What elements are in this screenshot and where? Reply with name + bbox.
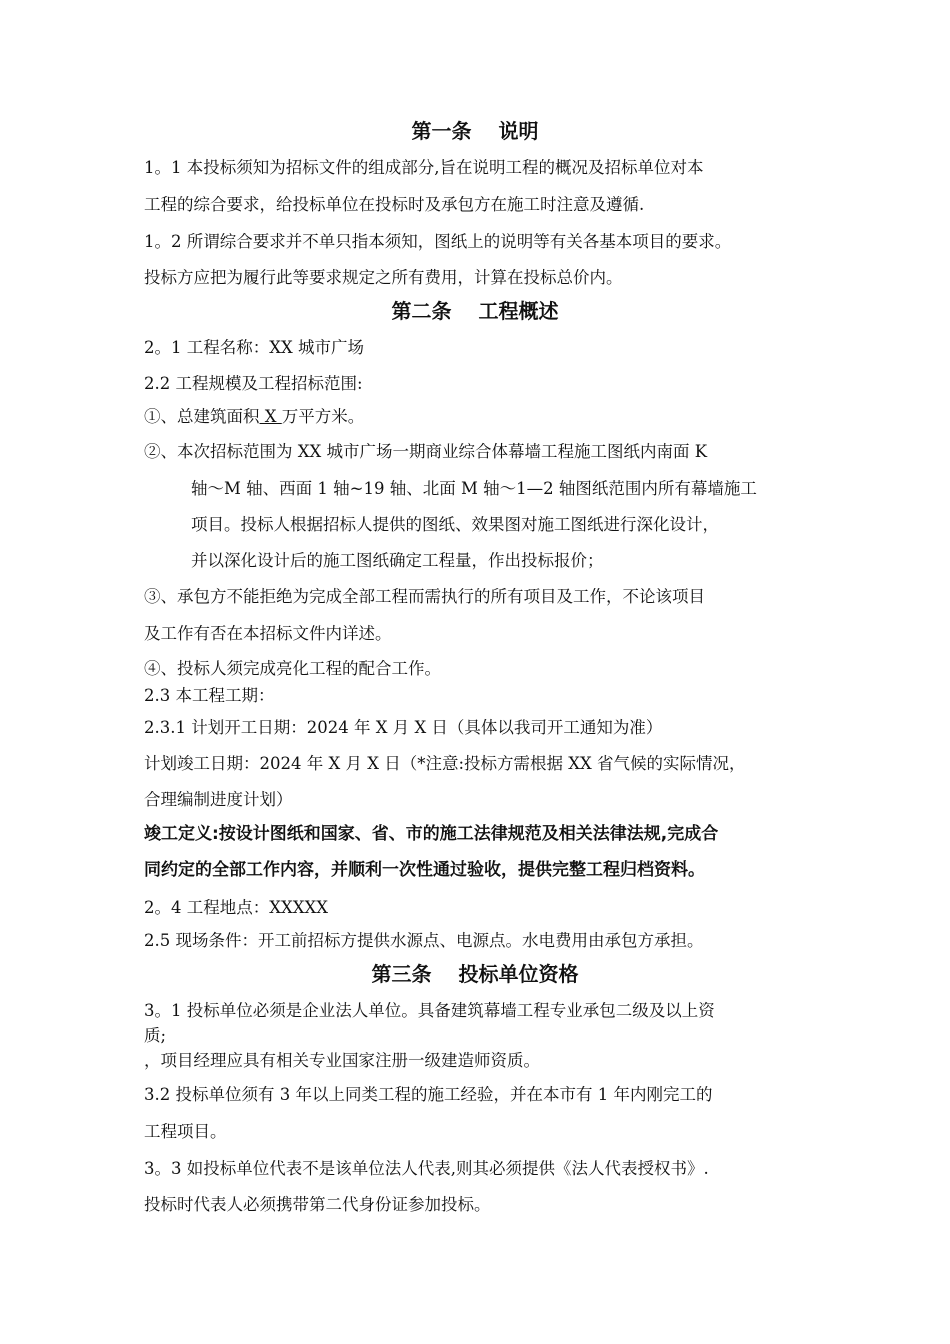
- list-item-2-line-2: 轴～M 轴、西面 1 轴~19 轴、北面 M 轴～1—2 轴图纸范围内所有幕墙施工: [191, 479, 757, 498]
- completion-definition-line-2: 同约定的全部工作内容，并顺利一次性通过验收，提供完整工程归档资料。: [144, 860, 705, 880]
- list-item-4: ④、投标人须完成亮化工程的配合工作。: [144, 659, 441, 678]
- paragraph-3-2-line-1: 3.2 投标单位须有 3 年以上同类工程的施工经验，并在本市有 1 年内刚完工的: [144, 1085, 713, 1104]
- completion-definition-line-1: 竣工定义:按设计图纸和国家、省、市的施工法律规范及相关法律法规,完成合: [144, 824, 719, 844]
- section-3-title: 第三条 投标单位资格: [371, 962, 579, 986]
- paragraph-3-3-line-2: 投标时代表人必须携带第二代身份证参加投标。: [144, 1195, 491, 1214]
- planned-start-date: 2.3.1 计划开工日期：2024 年 X 月 X 日（具体以我司开工通知为准）: [144, 718, 663, 737]
- list-item-1-suffix: 万平方米。: [281, 407, 365, 426]
- list-item-2-line-1: ②、本次招标范围为 XX 城市广场一期商业综合体幕墙工程施工图纸内南面 K: [144, 442, 708, 461]
- list-item-3-line-2: 及工作有否在本招标文件内详述。: [144, 624, 392, 643]
- paragraph-2-1: 2。1 工程名称：XX 城市广场: [144, 338, 364, 357]
- area-value: X: [259, 407, 282, 426]
- paragraph-1-1-line-2: 工程的综合要求，给投标单位在投标时及承包方在施工时注意及遵循.: [144, 195, 645, 214]
- list-item-3-line-1: ③、承包方不能拒绝为完成全部工程而需执行的所有项目及工作，不论该项目: [144, 587, 705, 606]
- paragraph-1-2-line-1: 1。2 所谓综合要求并不单只指本须知，图纸上的说明等有关各基本项目的要求。: [144, 232, 732, 251]
- planned-completion-line-1: 计划竣工日期：2024 年 X 月 X 日（*注意:投标方需根据 XX 省气候的实际情况，: [144, 754, 746, 773]
- list-item-2-line-4: 并以深化设计后的施工图纸确定工程量，作出投标报价；: [191, 551, 604, 570]
- paragraph-3-3-line-1: 3。3 如投标单位代表不是该单位法人代表,则其必须提供《法人代表授权书》.: [144, 1159, 709, 1178]
- list-item-1-prefix: ①、总建筑面积: [144, 407, 260, 426]
- paragraph-2-2: 2.2 工程规模及工程招标范围:: [144, 374, 363, 393]
- paragraph-2-5: 2.5 现场条件：开工前招标方提供水源点、电源点。水电费用由承包方承担。: [144, 931, 704, 950]
- section-2-title: 第二条 工程概述: [391, 299, 559, 323]
- list-item-2-line-3: 项目。投标人根据招标人提供的图纸、效果图对施工图纸进行深化设计，: [191, 515, 719, 534]
- paragraph-2-3: 2.3 本工程工期：: [144, 686, 275, 705]
- planned-completion-line-2: 合理编制进度计划）: [144, 790, 293, 809]
- paragraph-1-2-line-2: 投标方应把为履行此等要求规定之所有费用，计算在投标总价内。: [144, 268, 623, 287]
- paragraph-2-4: 2。4 工程地点：XXXXX: [144, 898, 328, 917]
- section-1-title: 第一条 说明: [411, 119, 539, 143]
- paragraph-3-1-line-2: 质;: [144, 1026, 167, 1045]
- paragraph-3-1-line-3: ，项目经理应具有相关专业国家注册一级建造师资质。: [144, 1051, 540, 1070]
- paragraph-3-2-line-2: 工程项目。: [144, 1122, 227, 1141]
- paragraph-1-1-line-1: 1。1 本投标须知为招标文件的组成部分,旨在说明工程的概况及招标单位对本: [144, 158, 704, 177]
- list-item-1: [144, 406, 364, 428]
- paragraph-3-1-line-1: 3。1 投标单位必须是企业法人单位。具备建筑幕墙工程专业承包二级及以上资: [144, 1001, 715, 1020]
